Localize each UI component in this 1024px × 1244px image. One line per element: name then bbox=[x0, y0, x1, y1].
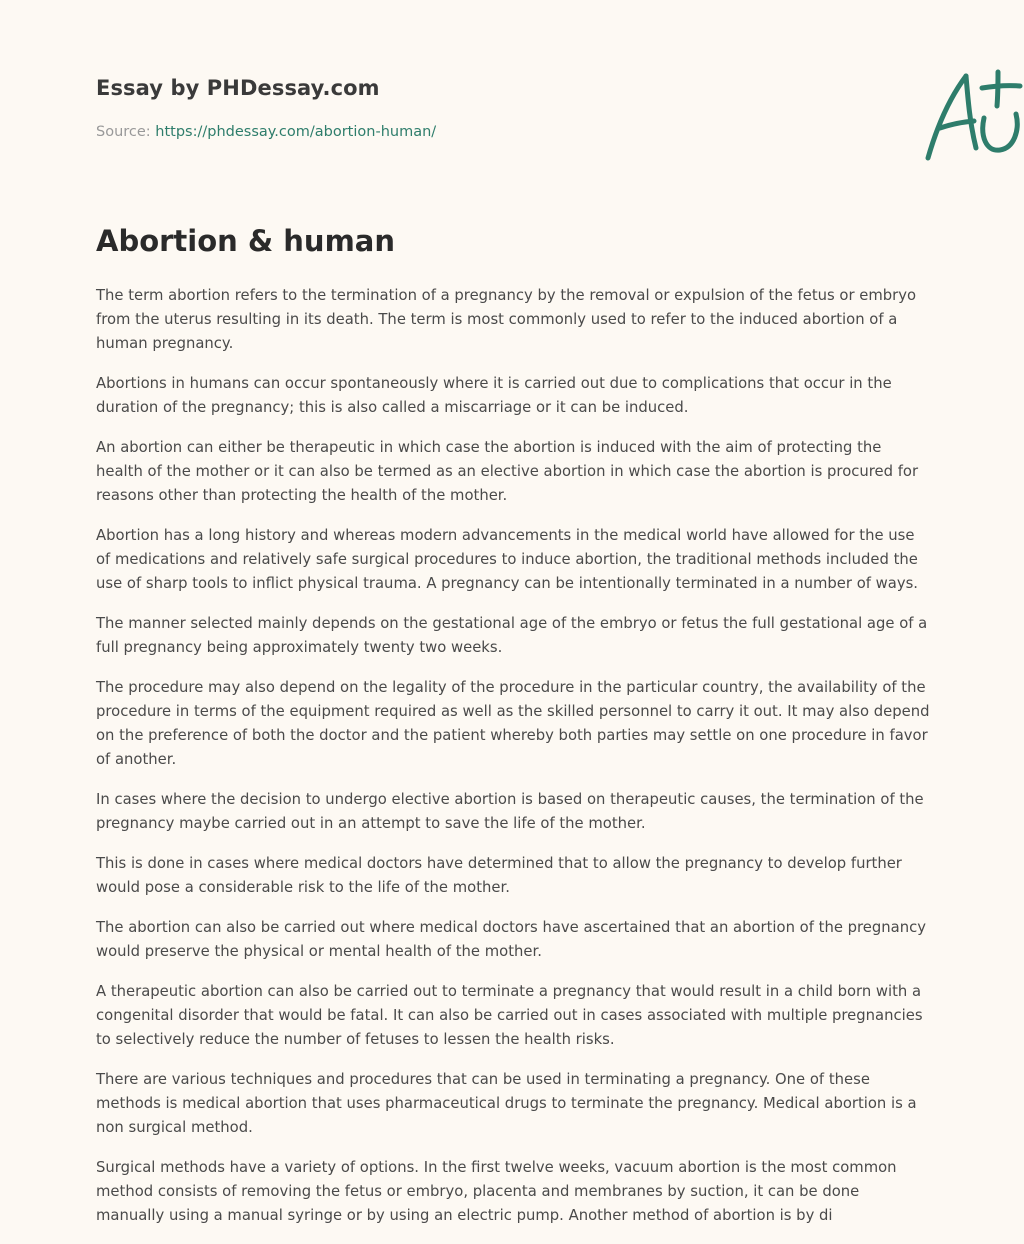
essay-body bbox=[96, 284, 932, 1244]
essay-paragraph: There are various techniques and procedures that can be used in terminating a pregnancy. One of these methods is medical abortion that uses pharmaceutical drugs to terminate the pregnancy. Medical abortion is a non surgical method. bbox=[96, 1071, 917, 1136]
essay-paragraph: Abortion has a long history and whereas modern advancements in the medical world have allowed for the use of medications and relatively safe surgical procedures to induce abortion, the traditional methods included the use of sharp tools to inflict physical trauma. A pregnancy can be intentionally terminated in a number of ways. bbox=[96, 527, 918, 592]
source-link[interactable]: https://phdessay.com/abortion-human/ bbox=[155, 124, 437, 140]
essay-paragraph: A therapeutic abortion can also be carried out to terminate a pregnancy that would result in a child born with a congenital disorder that would be fatal. It can also be carried out in cases associated with multiple pregnancies to selectively reduce the number of fetuses to lessen the health risks. bbox=[96, 983, 923, 1048]
a-plus-grade-icon bbox=[918, 66, 1024, 166]
source-line bbox=[96, 124, 436, 140]
brand-title: Essay by PHDessay.com bbox=[96, 76, 380, 100]
essay-paragraph: This is done in cases where medical doctors have determined that to allow the pregnancy to develop further would pose a considerable risk to the life of the mother. bbox=[96, 855, 902, 896]
essay-paragraph: In cases where the decision to undergo elective abortion is based on therapeutic causes, the termination of the pregnancy maybe carried out in an attempt to save the life of the mother. bbox=[96, 791, 924, 832]
essay-paragraph: Abortions in humans can occur spontaneously where it is carried out due to complications that occur in the duration of the pregnancy; this is also called a miscarriage or it can be induced. bbox=[96, 375, 892, 416]
essay-paragraph: An abortion can either be therapeutic in which case the abortion is induced with the aim of protecting the health of the mother or it can also be termed as an elective abortion in which case the abortion is procured for reasons other than protecting the health of the mother. bbox=[96, 439, 919, 504]
essay-title: Abortion & human bbox=[96, 224, 396, 258]
essay-paragraph: The procedure may also depend on the legality of the procedure in the particular country, the availability of the procedure in terms of the equipment required as well as the skilled personnel to carry it out. It may also depend on the preference of both the doctor and the patient whereby both parties may settle on one procedure in favor of another. bbox=[96, 679, 930, 768]
essay-paragraph: The term abortion refers to the termination of a pregnancy by the removal or expulsion of the fetus or embryo from the uterus resulting in its death. The term is most commonly used to refer to the induced abortion of a human pregnancy. bbox=[96, 287, 917, 352]
essay-paragraph: The manner selected mainly depends on the gestational age of the embryo or fetus the full gestational age of a full pregnancy being approximately twenty two weeks. bbox=[96, 615, 928, 656]
essay-paragraph: Surgical methods have a variety of options. In the first twelve weeks, vacuum abortion is the most common method consists of removing the fetus or embryo, placenta and membranes by suction, it can be done manually using a manual syringe or by using an electric pump. Another method of abortion is by di bbox=[96, 1159, 897, 1224]
essay-paragraph: The abortion can also be carried out where medical doctors have ascertained that an abortion of the pregnancy would preserve the physical or mental health of the mother. bbox=[96, 919, 926, 960]
source-label: Source: bbox=[96, 124, 151, 140]
